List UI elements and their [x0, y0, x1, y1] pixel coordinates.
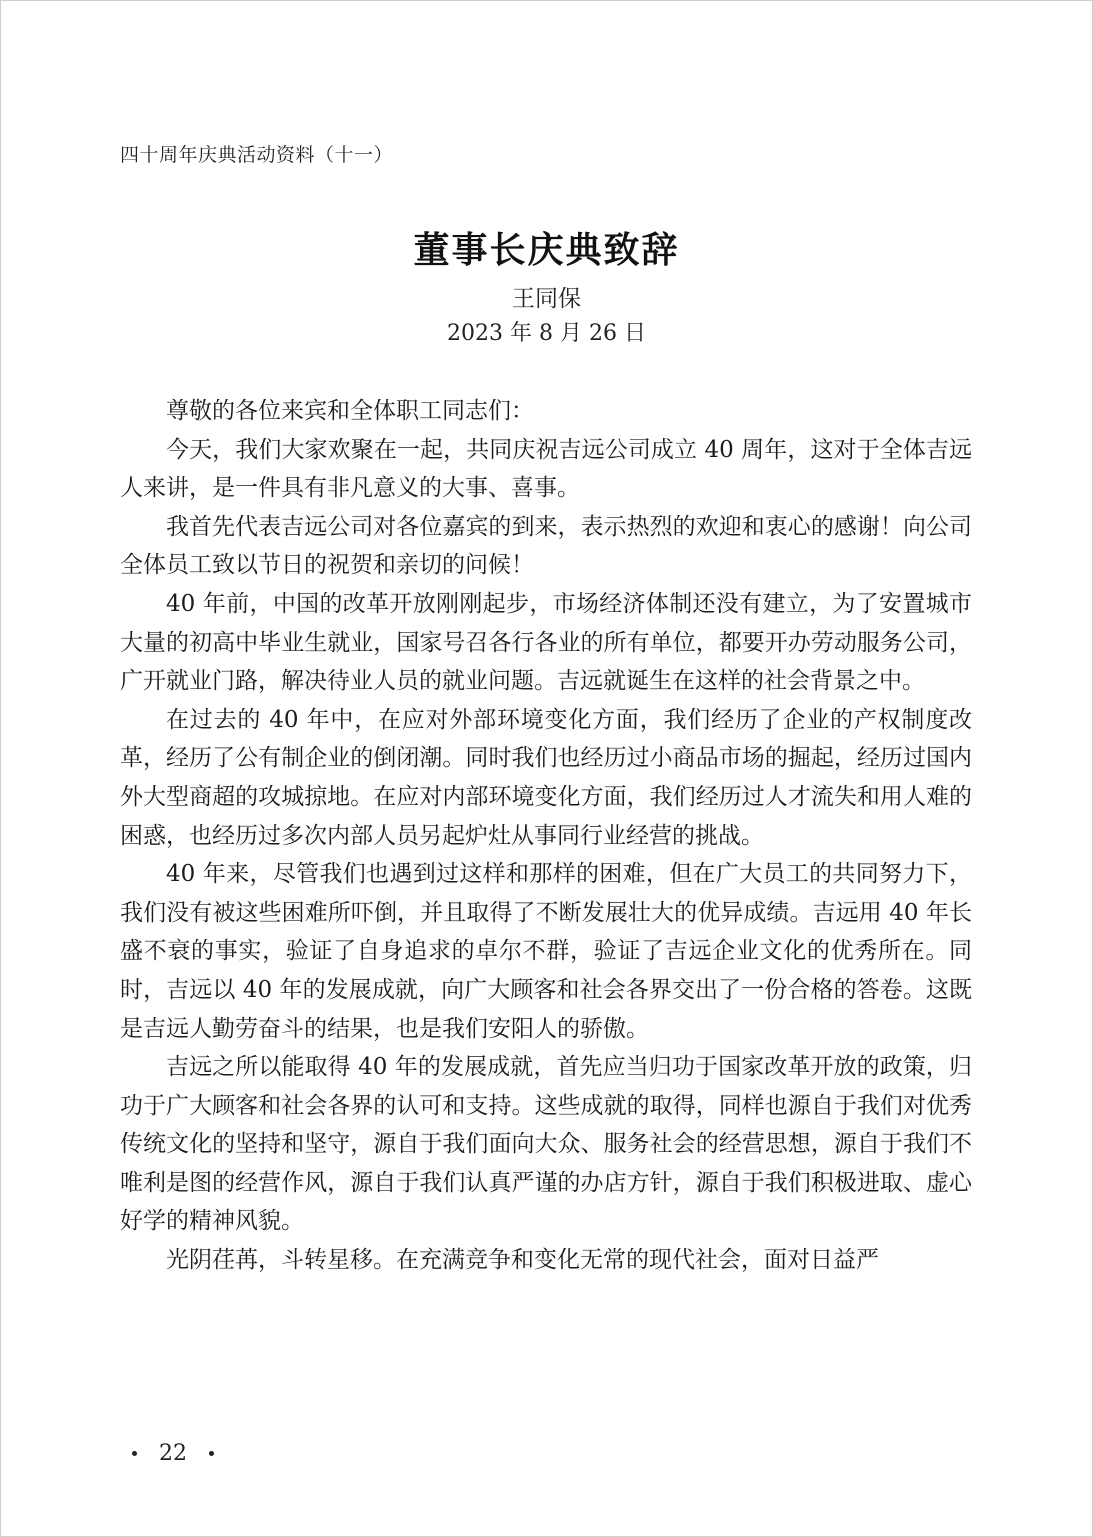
document-title: 董事长庆典致辞: [413, 229, 680, 271]
paragraph: 在过去的 40 年中，在应对外部环境变化方面，我们经历了企业的产权制度改革，经历了公有制企业的倒闭潮。同时我们也经历过小商品市场的掘起，经历过国内外大型商超的攻城掠地。在应对内部环境变化方面，我们经历过人才流失和用人难的困惑，也经历过多次内部人员另起炉灶从事同行业经营的挑战。: [120, 706, 972, 849]
speech-date: 2023 年 8 月 26 日: [447, 321, 646, 346]
paragraph: 我首先代表吉远公司对各位嘉宾的到来，表示热烈的欢迎和衷心的感谢！向公司全体员工致以节日的祝贺和亲切的问候！: [120, 513, 972, 579]
speech-body: [120, 392, 972, 1280]
paragraph: 光阴荏苒，斗转星移。在充满竞争和变化无常的现代社会，面对日益严: [166, 1247, 879, 1274]
paragraph: 40 年来，尽管我们也遇到过这样和那样的困难，但在广大员工的共同努力下，我们没有被这些困难所吓倒，并且取得了不断发展壮大的优异成绩。吉远用 40 年长盛不衰的事实，验证了自身追求的卓尔不群，验证了吉远企业文化的优秀所在。同时，吉远以 40 年的发展成就，向广大顾客和社会各界交出了一份合格的答卷。这既是吉远人勤劳奋斗的结果，也是我们安阳人的骄傲。: [120, 861, 972, 1042]
page-footer: [132, 1441, 214, 1466]
paragraph: 今天，我们大家欢聚在一起，共同庆祝吉远公司成立 40 周年，这对于全体吉远人来讲，是一件具有非凡意义的大事、喜事。: [120, 436, 972, 502]
author-name: 王同保: [512, 286, 581, 312]
bullet-dot-icon: [209, 1451, 214, 1456]
paragraph: 吉远之所以能取得 40 年的发展成就，首先应当归功于国家改革开放的政策，归功于广大顾客和社会各界的认可和支持。这些成就的取得，同样也源自于我们对优秀传统文化的坚持和坚守，源自于我们面向大众、服务社会的经营思想，源自于我们不唯利是图的经营作风，源自于我们认真严谨的办店方针，源自于我们积极进取、虚心好学的精神风貌。: [120, 1054, 972, 1235]
running-head: 四十周年庆典活动资料（十一）: [120, 144, 394, 166]
salutation: 尊敬的各位来宾和全体职工同志们：: [166, 398, 534, 424]
paragraph: 40 年前，中国的改革开放刚刚起步，市场经济体制还没有建立，为了安置城市大量的初高中毕业生就业，国家号召各行各业的所有单位，都要开办劳动服务公司，广开就业门路，解决待业人员的就业问题。吉远就诞生在这样的社会背景之中。: [120, 590, 972, 695]
page-number: 22: [159, 1441, 187, 1466]
bullet-dot-icon: [132, 1451, 137, 1456]
